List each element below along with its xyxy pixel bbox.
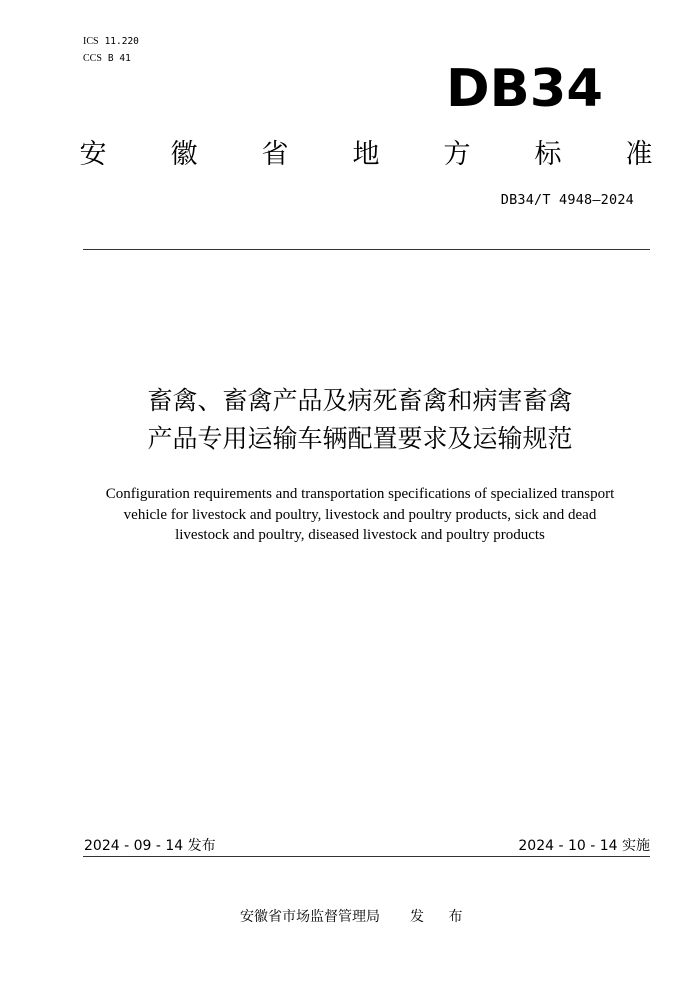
ics-code: 11.220 [104,36,139,47]
english-title-line: Configuration requirements and transportation specifications of specialized transport [105,486,615,502]
english-title [60,484,660,546]
standard-type-char: 地 [352,139,380,170]
chinese-title-line: 产品专用运输车辆配置要求及运输规范 [147,424,573,453]
publisher-line [240,906,472,926]
standard-type-char: 方 [443,139,471,170]
db34-logo [446,56,606,114]
chinese-title-line: 畜禽、畜禽产品及病死畜禽和病害畜禽 [147,386,573,415]
footer-divider [83,856,650,857]
chinese-title [60,382,660,458]
ics-label: ICS [83,36,99,47]
english-title-line: livestock and poultry, diseased livestock and poultry products [175,527,545,543]
standard-type-char: 省 [261,139,289,170]
standard-type-heading [76,135,656,175]
issue-date: 2024 - 09 - 14 发布 [84,838,216,854]
standard-type-char: 准 [625,139,653,170]
standard-type-char: 标 [534,139,562,170]
standard-type-char: 徽 [170,139,198,170]
logo-text: DB34 [446,59,603,114]
ccs-classification [83,53,131,65]
standard-type-char: 安 [79,139,107,170]
standard-number: DB34/T 4948—2024 [500,192,634,208]
ccs-code: B 41 [107,53,131,64]
english-title-line: vehicle for livestock and poultry, livestock and poultry products, sick and dead [123,506,597,523]
publish-label: 发 布 [410,909,473,925]
ccs-label: CCS [83,53,102,64]
implementation-date: 2024 - 10 - 14 实施 [518,838,650,854]
publisher-name: 安徽省市场监督管理局 [240,909,380,925]
ics-classification [83,36,139,48]
header-divider [83,249,650,250]
